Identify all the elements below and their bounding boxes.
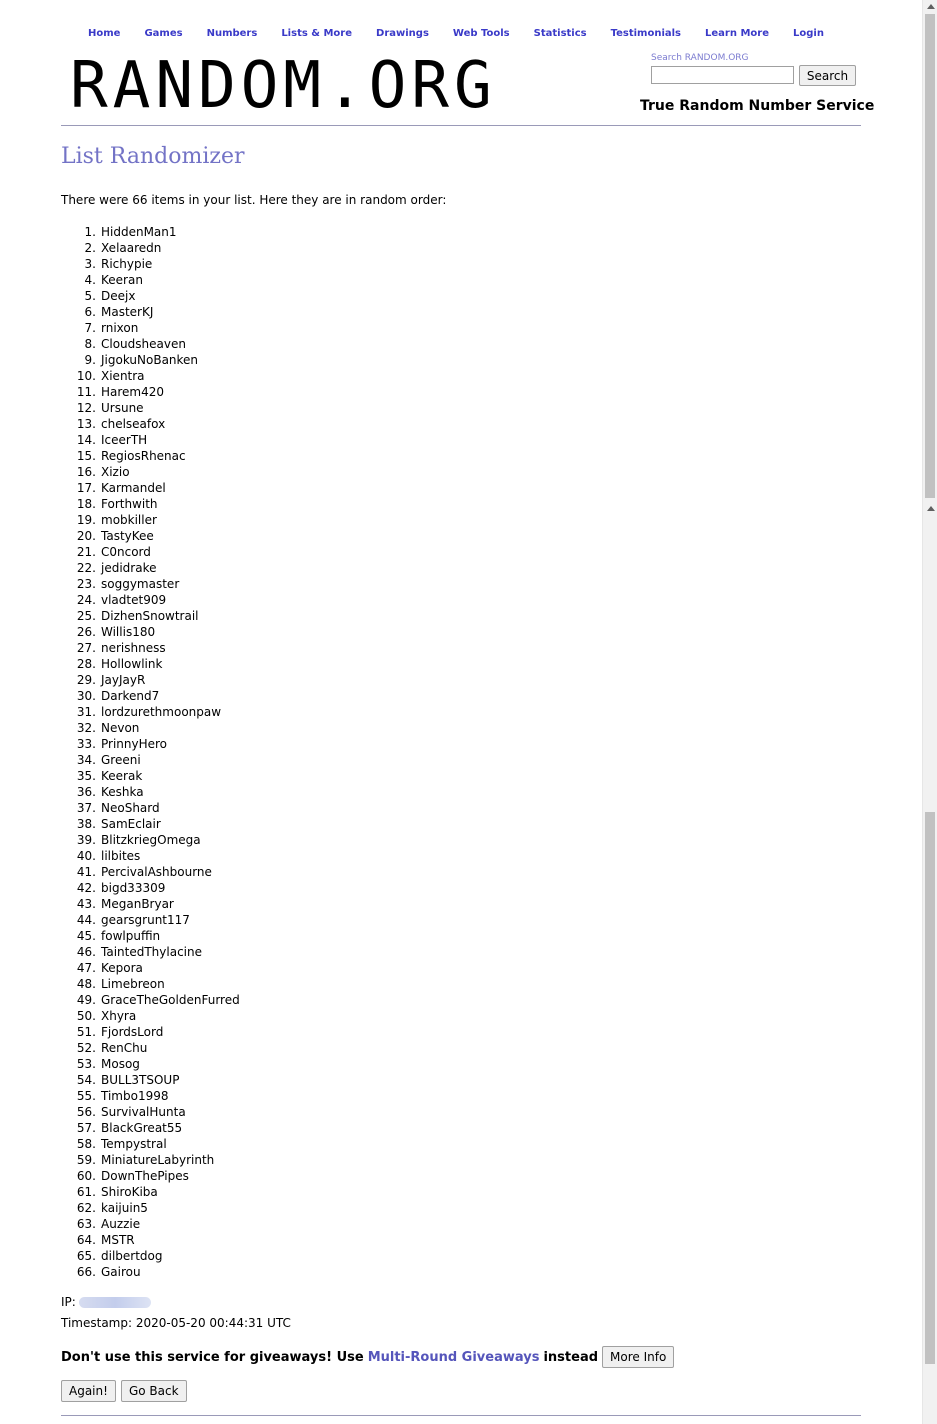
page-title: List Randomizer <box>61 144 245 169</box>
list-item-number: 50. <box>76 1009 96 1023</box>
list-item-number: 24. <box>76 593 96 607</box>
list-item-number: 48. <box>76 977 96 991</box>
list-item-number: 38. <box>76 817 96 831</box>
nav-link-testimonials[interactable]: Testimonials <box>610 28 682 39</box>
list-item-number: 22. <box>76 561 96 575</box>
list-item-name: Ursune <box>101 401 144 415</box>
list-item-name: Karmandel <box>101 481 166 495</box>
list-item-name: soggymaster <box>101 577 180 591</box>
list-item-name: Xientra <box>101 369 145 383</box>
list-item-number: 29. <box>76 673 96 687</box>
header-divider <box>61 125 861 126</box>
nav-link-web-tools[interactable]: Web Tools <box>452 28 510 39</box>
ip-label: IP: <box>61 1295 76 1309</box>
list-item-number: 20. <box>76 529 96 543</box>
nav-link-learn-more[interactable]: Learn More <box>705 28 769 39</box>
list-item-number: 28. <box>76 657 96 671</box>
list-item-number: 52. <box>76 1041 96 1055</box>
list-item-name: Kepora <box>101 961 143 975</box>
timestamp: Timestamp: 2020-05-20 00:44:31 UTC <box>61 1316 291 1330</box>
list-item-number: 6. <box>84 305 96 319</box>
list-item-number: 35. <box>76 769 96 783</box>
list-item-name: JayJayR <box>101 673 146 687</box>
list-item-number: 40. <box>76 849 96 863</box>
list-item-name: ShiroKiba <box>101 1185 158 1199</box>
list-item-number: 16. <box>76 465 96 479</box>
list-item-name: SamEclair <box>101 817 161 831</box>
list-item-number: 33. <box>76 737 96 751</box>
list-item-number: 46. <box>76 945 96 959</box>
list-item-number: 42. <box>76 881 96 895</box>
list-item-name: RenChu <box>101 1041 148 1055</box>
list-item-name: fowlpuffin <box>101 929 161 943</box>
list-item-number: 62. <box>76 1201 96 1215</box>
footer-divider <box>61 1415 861 1416</box>
list-item-name: GraceTheGoldenFurred <box>101 993 240 1007</box>
list-item-number: 49. <box>76 993 96 1007</box>
list-item-name: BlitzkriegOmega <box>101 833 201 847</box>
list-item-name: JigokuNoBanken <box>101 353 199 367</box>
list-item-number: 31. <box>76 705 96 719</box>
intro-text: There were 66 items in your list. Here they are in random order: <box>61 193 447 207</box>
list-item-number: 9. <box>84 353 96 367</box>
list-item-name: lordzurethmoonpaw <box>101 705 222 719</box>
list-item-name: Xelaaredn <box>101 241 162 255</box>
list-item-name: nerishness <box>101 641 166 655</box>
list-item-number: 10. <box>76 369 96 383</box>
list-item-name: Tempystral <box>101 1137 167 1151</box>
nav-link-lists-more[interactable]: Lists & More <box>281 28 353 39</box>
list-item-number: 12. <box>76 401 96 415</box>
list-item-number: 53. <box>76 1057 96 1071</box>
list-item-name: Gairou <box>101 1265 141 1279</box>
giveaway-warning <box>61 1346 674 1368</box>
list-item-number: 51. <box>76 1025 96 1039</box>
scrollbar-thumb[interactable] <box>925 14 935 498</box>
nav-link-home[interactable]: Home <box>88 28 121 39</box>
action-buttons <box>61 1380 187 1402</box>
list-item-name: jedidrake <box>101 561 157 575</box>
list-item-number: 44. <box>76 913 96 927</box>
list-item-number: 66. <box>76 1265 96 1279</box>
list-item-number: 61. <box>76 1185 96 1199</box>
list-item-number: 37. <box>76 801 96 815</box>
list-item-number: 45. <box>76 929 96 943</box>
list-item-number: 13. <box>76 417 96 431</box>
list-item-name: TastyKee <box>101 529 154 543</box>
list-item-number: 18. <box>76 497 96 511</box>
nav-link-numbers[interactable]: Numbers <box>206 28 258 39</box>
warning-text: Don't use this service for giveaways! Use <box>61 1349 364 1365</box>
list-item-number: 19. <box>76 513 96 527</box>
list-item-number: 7. <box>84 321 96 335</box>
list-item-name: lilbites <box>101 849 141 863</box>
list-item-number: 41. <box>76 865 96 879</box>
list-item-name: Limebreon <box>101 977 165 991</box>
list-item-number: 60. <box>76 1169 96 1183</box>
list-item-number: 56. <box>76 1105 96 1119</box>
list-item-number: 3. <box>84 257 96 271</box>
list-item-name: SurvivalHunta <box>101 1105 186 1119</box>
search-input[interactable] <box>651 66 794 84</box>
list-item-number: 58. <box>76 1137 96 1151</box>
list-item-name: dilbertdog <box>101 1249 163 1263</box>
scrollbar-thumb[interactable] <box>925 812 935 1364</box>
list-item-name: MSTR <box>101 1233 135 1247</box>
search-button[interactable]: Search <box>799 65 856 86</box>
list-item-number: 63. <box>76 1217 96 1231</box>
warning-suffix: instead <box>543 1349 599 1365</box>
go-back-button[interactable]: Go Back <box>121 1380 187 1402</box>
site-logo[interactable]: RANDOM.ORG <box>70 49 497 123</box>
list-item-number: 1. <box>84 225 96 239</box>
list-item-number: 43. <box>76 897 96 911</box>
list-item-name: C0ncord <box>101 545 151 559</box>
list-item-name: Harem420 <box>101 385 165 399</box>
list-item-name: IceerTH <box>101 433 148 447</box>
list-item-name: Xhyra <box>101 1009 137 1023</box>
list-item-number: 30. <box>76 689 96 703</box>
list-item-number: 26. <box>76 625 96 639</box>
list-item-number: 32. <box>76 721 96 735</box>
list-item-name: Forthwith <box>101 497 158 511</box>
list-item-number: 11. <box>76 385 96 399</box>
list-item-name: Willis180 <box>101 625 156 639</box>
list-item-name: Mosog <box>101 1057 140 1071</box>
list-item-name: PrinnyHero <box>101 737 168 751</box>
list-item-number: 47. <box>76 961 96 975</box>
more-info-button[interactable]: More Info <box>602 1346 674 1368</box>
list-item-name: chelseafox <box>101 417 166 431</box>
list-item-name: mobkiller <box>101 513 157 527</box>
list-item-name: Nevon <box>101 721 140 735</box>
list-item-name: Deejx <box>101 289 136 303</box>
list-item-number: 15. <box>76 449 96 463</box>
list-item-name: MiniatureLabyrinth <box>101 1153 215 1167</box>
list-item-number: 14. <box>76 433 96 447</box>
list-item-name: Cloudsheaven <box>101 337 186 351</box>
list-item-number: 21. <box>76 545 96 559</box>
list-item-number: 54. <box>76 1073 96 1087</box>
list-item-name: Richypie <box>101 257 153 271</box>
list-item-name: Keerak <box>101 769 143 783</box>
scroll-up-arrow-icon[interactable] <box>927 4 935 9</box>
list-item-name: DownThePipes <box>101 1169 189 1183</box>
list-item-number: 4. <box>84 273 96 287</box>
list-item-number: 65. <box>76 1249 96 1263</box>
list-item-name: bigd33309 <box>101 881 166 895</box>
list-item-name: DizhenSnowtrail <box>101 609 199 623</box>
list-item-name: MeganBryar <box>101 897 174 911</box>
list-item-number: 5. <box>84 289 96 303</box>
list-item-name: Darkend7 <box>101 689 160 703</box>
again-button[interactable]: Again! <box>61 1380 116 1402</box>
list-item-number: 25. <box>76 609 96 623</box>
list-item-name: RegiosRhenac <box>101 449 186 463</box>
list-item-number: 39. <box>76 833 96 847</box>
list-item-number: 17. <box>76 481 96 495</box>
ip-row <box>61 1295 151 1309</box>
tagline: True Random Number Service <box>640 98 875 114</box>
nav-link-drawings[interactable]: Drawings <box>376 28 429 39</box>
list-item-number: 55. <box>76 1089 96 1103</box>
list-item-name: PercivalAshbourne <box>101 865 212 879</box>
list-item-name: Keshka <box>101 785 144 799</box>
list-item-name: Auzzie <box>101 1217 141 1231</box>
list-item-name: gearsgrunt117 <box>101 913 190 927</box>
top-nav <box>88 27 848 41</box>
multi-round-giveaways-link[interactable]: Multi-Round Giveaways <box>367 1349 540 1365</box>
list-item-number: 8. <box>84 337 96 351</box>
list-item-number: 59. <box>76 1153 96 1167</box>
list-item-name: BlackGreat55 <box>101 1121 183 1135</box>
list-item-name: Xizio <box>101 465 130 479</box>
list-item-name: NeoShard <box>101 801 160 815</box>
nav-link-games[interactable]: Games <box>144 28 183 39</box>
list-item-number: 64. <box>76 1233 96 1247</box>
list-item-name: Keeran <box>101 273 143 287</box>
list-item-name: MasterKJ <box>101 305 154 319</box>
list-item-number: 2. <box>84 241 96 255</box>
list-item-name: vladtet909 <box>101 593 167 607</box>
list-item-name: kaijuin5 <box>101 1201 148 1215</box>
list-item-name: BULL3TSOUP <box>101 1073 180 1087</box>
list-item-name: FjordsLord <box>101 1025 164 1039</box>
list-item-number: 34. <box>76 753 96 767</box>
list-item-name: Hollowlink <box>101 657 163 671</box>
list-item-number: 36. <box>76 785 96 799</box>
list-item-name: HiddenMan1 <box>101 225 177 239</box>
nav-link-statistics[interactable]: Statistics <box>533 28 587 39</box>
list-item-name: Greeni <box>101 753 141 767</box>
search-label: Search RANDOM.ORG <box>651 53 749 63</box>
nav-link-login[interactable]: Login <box>793 28 824 39</box>
scroll-up-arrow-icon[interactable] <box>927 506 935 511</box>
list-item-number: 57. <box>76 1121 96 1135</box>
list-item-name: rnixon <box>101 321 139 335</box>
list-item-number: 27. <box>76 641 96 655</box>
vertical-scrollbar[interactable] <box>922 0 937 1424</box>
list-item-name: TaintedThylacine <box>101 945 202 959</box>
list-item-number: 23. <box>76 577 96 591</box>
list-item-name: Timbo1998 <box>101 1089 169 1103</box>
ip-redacted <box>79 1297 151 1308</box>
